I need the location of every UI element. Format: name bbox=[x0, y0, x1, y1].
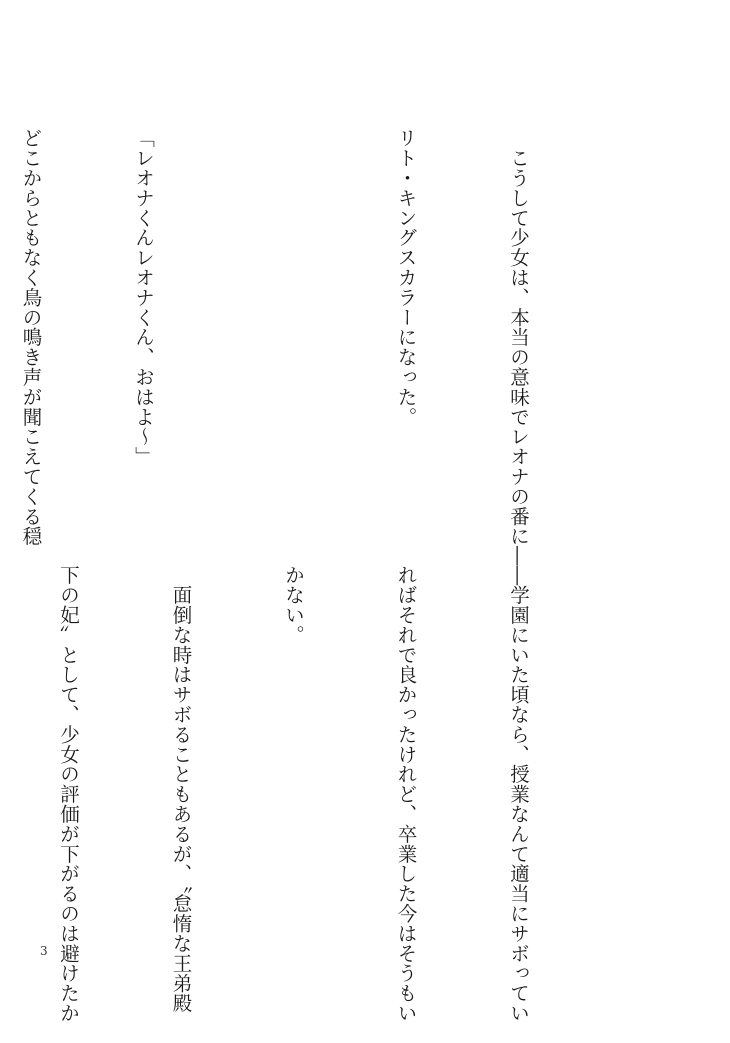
page-number: 3 bbox=[40, 944, 48, 958]
text-column: こうして少女は、本当の意味でレオナの番に―― bbox=[507, 128, 530, 586]
text-block-lower bbox=[0, 565, 612, 1023]
text-column: どこからともなく鳥の鳴き声が聞こえてくる穏 bbox=[19, 128, 43, 546]
text-column: 「レオナくんレオナくん、おはよ～」 bbox=[132, 128, 155, 467]
text-column: 面倒な時はサボることもあるが、〝怠惰な王弟殿 bbox=[169, 565, 193, 1013]
text-block-upper bbox=[0, 128, 612, 586]
text-column: 下の妃〟として、少女の評価が下がるのは避けたか bbox=[57, 565, 80, 1023]
text-column: ればそれで良かったけれど、卒業した今はそうもい bbox=[394, 565, 418, 1023]
text-column: かない。 bbox=[282, 565, 305, 645]
text-column: 学園にいた頃なら、授業なんて適当にサボってい bbox=[507, 565, 530, 1023]
text-column: リト・キングスカラーになった。 bbox=[394, 128, 418, 427]
